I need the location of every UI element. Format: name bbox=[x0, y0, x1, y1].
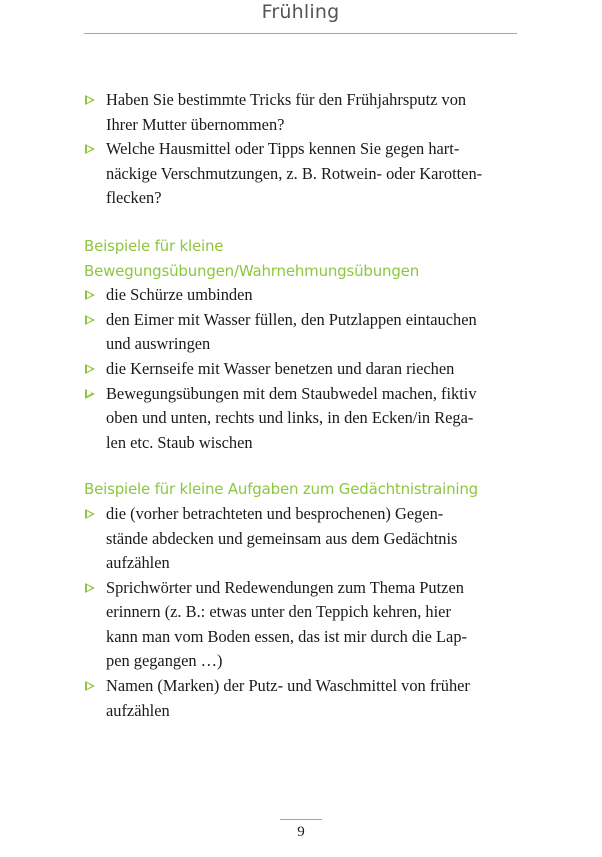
triangle-bullet-icon bbox=[85, 144, 95, 154]
triangle-bullet-icon bbox=[85, 364, 95, 374]
list-item-line: Sprichwörter und Redewendungen zum Thema Putzen bbox=[106, 577, 464, 597]
list-item bbox=[84, 502, 520, 576]
list-item-line: den Eimer mit Wasser füllen, den Putzlappen eintauchen bbox=[106, 309, 477, 329]
section-heading-movement: Beispiele für kleine Bewegungsübungen/Wahrnehmungsübungen bbox=[84, 236, 420, 280]
triangle-bullet-icon bbox=[85, 509, 95, 519]
movement-exercise-list bbox=[84, 283, 520, 455]
list-item-line: die (vorher betrachteten und besprochenen) Gegen- bbox=[106, 503, 444, 523]
list-item-line: Haben Sie bestimmte Tricks für den Frühjahrsputz von bbox=[106, 90, 467, 109]
triangle-bullet-icon bbox=[85, 583, 95, 593]
list-item-line: flecken? bbox=[106, 188, 162, 208]
list-item-line: Bewegungsübungen mit dem Staubwedel machen, fiktiv bbox=[106, 383, 477, 403]
memory-training-list bbox=[84, 502, 520, 723]
footer-divider bbox=[280, 819, 322, 820]
triangle-bullet-icon bbox=[85, 389, 95, 399]
triangle-bullet-icon bbox=[85, 315, 95, 325]
header-title: Frühling bbox=[261, 1, 340, 23]
list-item bbox=[84, 576, 520, 674]
list-item-line: len etc. Staub wischen bbox=[106, 432, 253, 452]
question-list bbox=[84, 88, 520, 211]
list-item bbox=[84, 674, 520, 723]
list-item-line: erinnern (z. B.: etwas unter den Teppich kehren, hier bbox=[106, 602, 451, 622]
list-item-line: kann man vom Boden essen, das ist mir durch die Lap- bbox=[106, 626, 467, 646]
list-item-line: Welche Hausmittel oder Tipps kennen Sie gegen hart- bbox=[106, 139, 460, 159]
running-header bbox=[84, 0, 517, 34]
triangle-bullet-icon bbox=[85, 95, 95, 105]
list-item-line: oben und unten, rechts und links, in den Ecken/in Rega- bbox=[106, 408, 474, 428]
list-item-line: und auswringen bbox=[106, 334, 211, 354]
list-item-line: stände abdecken und gemeinsam aus dem Gedächtnis bbox=[106, 528, 458, 548]
list-item-line: Namen (Marken) der Putz- und Waschmittel von früher bbox=[106, 676, 470, 696]
list-item bbox=[84, 283, 520, 308]
list-item bbox=[84, 357, 520, 382]
list-item bbox=[84, 137, 520, 211]
list-item bbox=[84, 308, 520, 357]
list-item bbox=[84, 382, 520, 456]
page-number: 9 bbox=[297, 824, 305, 840]
page-content bbox=[84, 88, 520, 723]
list-item-line: Ihrer Mutter übernommen? bbox=[106, 114, 285, 134]
list-item-line: die Schürze umbinden bbox=[106, 285, 253, 305]
section-heading-memory: Beispiele für kleine Aufgaben zum Gedächtnistraining bbox=[84, 480, 479, 499]
list-item-line: aufzählen bbox=[106, 553, 170, 573]
list-item-line: pen gegangen …) bbox=[106, 651, 223, 671]
triangle-bullet-icon bbox=[85, 681, 95, 691]
list-item-line: aufzählen bbox=[106, 700, 170, 720]
list-item-line: die Kernseife mit Wasser benetzen und daran riechen bbox=[106, 358, 455, 378]
triangle-bullet-icon bbox=[85, 290, 95, 300]
list-item bbox=[84, 88, 520, 137]
list-item-line: näckige Verschmutzungen, z. B. Rotwein- oder Karotten- bbox=[106, 163, 483, 183]
